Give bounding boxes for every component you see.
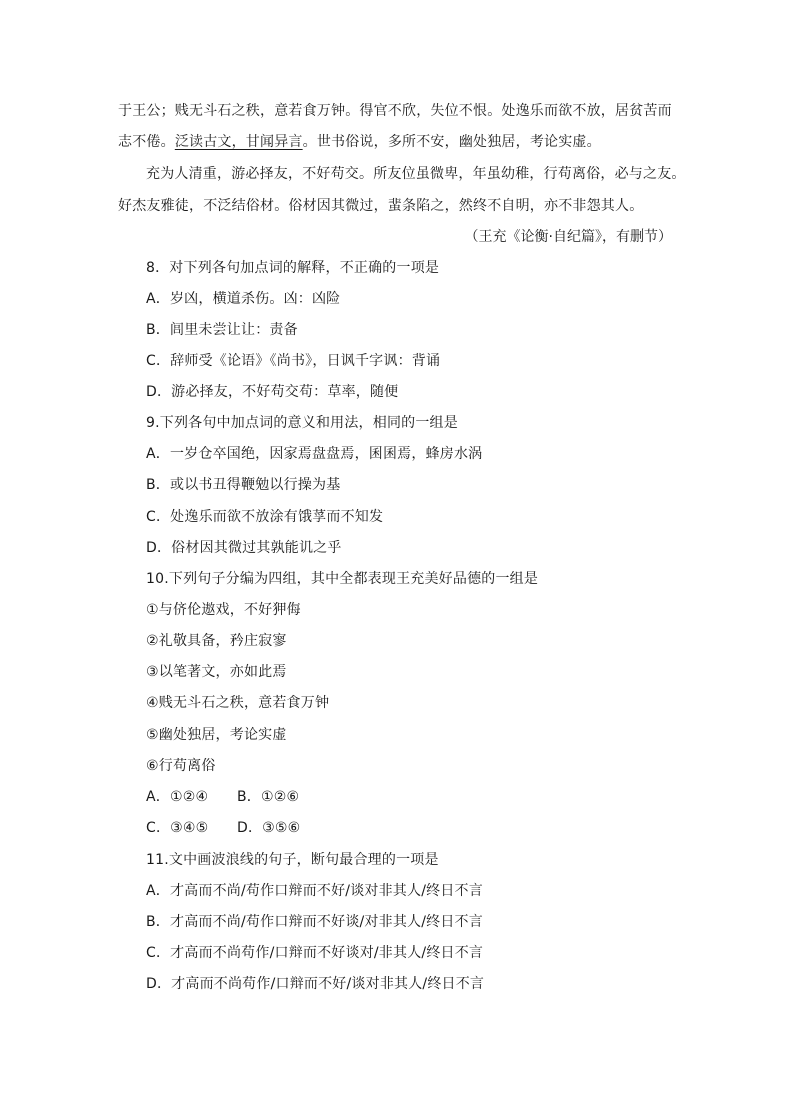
q9-option-c: C．处逸乐而欲不放涂有饿莩而不知发 — [146, 509, 384, 525]
q10-item-5: ⑤幽处独居，考论实虚 — [146, 727, 287, 743]
source-citation: （王充《论衡·自纪篇》，有删节） — [464, 229, 672, 245]
q10-item-2: ②礼敬具备，矜庄寂寥 — [146, 633, 287, 649]
q11-option-b: B．才高而不尚/苟作口辩而不好谈/对非其人/终日不言 — [146, 914, 483, 930]
q10-option-b: B．①②⑥ — [237, 789, 300, 805]
q10-option-a: A．①②④ — [146, 789, 209, 805]
q10-option-c: C．③④⑤ — [146, 820, 209, 836]
passage-line-2-post: 。世书俗说，多所不安，幽处独居，考论实虚。 — [302, 134, 601, 150]
q10-item-3: ③以笔著文，亦如此焉 — [146, 664, 287, 680]
q8-option-c: C．辞师受《论语》《尚书》，日讽千字讽：背诵 — [146, 353, 441, 369]
q8-option-a: A．岁凶，横道杀伤。凶：凶险 — [146, 291, 341, 307]
q11-option-a: A．才高而不尚/苟作口辩而不好/谈对非其人/终日不言 — [146, 883, 483, 899]
passage-line-3: 充为人清重，游必择友，不好苟交。所友位虽微卑，年虽幼稚，行苟离俗，必与之友。 — [146, 166, 686, 182]
passage-line-2-pre: 志不倦。 — [118, 134, 175, 150]
q9-option-b: B．或以书丑得鞭勉以行操为基 — [146, 477, 341, 493]
q10-item-6: ⑥行苟离俗 — [146, 758, 216, 774]
passage-line-4: 好杰友雅徒，不泛结俗材。俗材因其微过，蜚条陷之，然终不自明，亦不非怨其人。 — [118, 198, 644, 214]
passage-line-1: 于王公；贱无斗石之秩，意若食万钟。得官不欣，失位不恨。处逸乐而欲不放，居贫苦而 — [118, 103, 672, 119]
q8-option-d: D．游必择友，不好苟交苟：草率，随便 — [146, 384, 399, 400]
passage-line-2 — [118, 132, 601, 152]
q10-option-d: D．③⑤⑥ — [237, 820, 301, 836]
q11-option-c: C．才高而不尚苟作/口辩而不好谈对/非其人/终日不言 — [146, 945, 484, 961]
q11-option-d: D．才高而不尚苟作/口辩而不好/谈对非其人/终日不言 — [146, 976, 485, 992]
q9-stem: 9.下列各句中加点词的意义和用法，相同的一组是 — [146, 415, 458, 431]
q9-option-a: A．一岁仓卒国绝，因家焉盘盘焉，囷囷焉，蜂房水涡 — [146, 446, 483, 462]
q8-option-b: B．闾里未尝让让：责备 — [146, 322, 298, 338]
underlined-phrase: 泛读古文，甘闻异言 — [174, 134, 303, 150]
q10-stem: 10.下列句子分编为四组，其中全都表现王充美好品德的一组是 — [146, 571, 539, 587]
q10-item-1: ①与侪伦遨戏，不好狎侮 — [146, 602, 301, 618]
q10-item-4: ④贱无斗石之秩，意若食万钟 — [146, 695, 330, 711]
q11-stem: 11.文中画波浪线的句子，断句最合理的一项是 — [146, 852, 439, 868]
q8-stem: 8．对下列各句加点词的解释，不正确的一项是 — [146, 260, 440, 276]
q9-option-d: D．俗材因其微过其孰能讥之乎 — [146, 540, 342, 556]
